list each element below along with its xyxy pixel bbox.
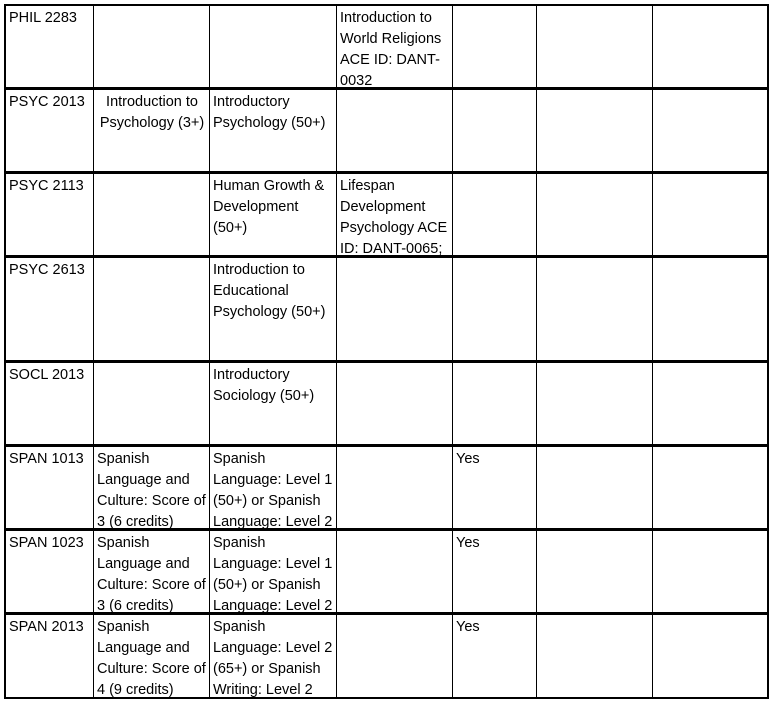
ap-exam-cell <box>94 363 210 444</box>
column-7-cell <box>653 447 767 528</box>
table-row <box>6 258 767 363</box>
ap-exam-cell <box>94 6 210 87</box>
clep-exam-cell: Introductory Psychology (50+) <box>210 90 337 171</box>
column-5-cell: Yes <box>453 447 537 528</box>
ap-exam-cell: Spanish Language and Culture: Score of 3 (6 credits) <box>94 447 210 528</box>
column-5-cell <box>453 174 537 255</box>
dsst-exam-cell <box>337 447 453 528</box>
column-5-cell <box>453 6 537 87</box>
ap-exam-cell: Introduction to Psychology (3+) <box>94 90 210 171</box>
column-6-cell <box>537 615 653 697</box>
column-6-cell <box>537 363 653 444</box>
column-6-cell <box>537 174 653 255</box>
column-6-cell <box>537 531 653 612</box>
column-7-cell <box>653 363 767 444</box>
table-row <box>6 447 767 531</box>
clep-exam-cell: Spanish Language: Level 1 (50+) or Spanish Language: Level 2 <box>210 447 337 528</box>
ap-exam-cell: Spanish Language and Culture: Score of 4 (9 credits) <box>94 615 210 697</box>
dsst-exam-cell <box>337 90 453 171</box>
column-5-cell <box>453 258 537 360</box>
clep-exam-cell <box>210 6 337 87</box>
dsst-exam-cell <box>337 531 453 612</box>
column-5-cell: Yes <box>453 531 537 612</box>
column-5-cell <box>453 363 537 444</box>
course-code-cell: PSYC 2613 <box>6 258 94 360</box>
column-6-cell <box>537 90 653 171</box>
table-row <box>6 90 767 174</box>
column-5-cell <box>453 90 537 171</box>
dsst-exam-cell <box>337 615 453 697</box>
clep-exam-cell: Introductory Sociology (50+) <box>210 363 337 444</box>
column-6-cell <box>537 447 653 528</box>
column-7-cell <box>653 90 767 171</box>
dsst-exam-cell: Introduction to World Religions ACE ID: DANT-0032 <box>337 6 453 87</box>
table-row <box>6 363 767 447</box>
course-code-cell: PHIL 2283 <box>6 6 94 87</box>
table-row <box>6 6 767 90</box>
clep-exam-cell: Introduction to Educational Psychology (50+) <box>210 258 337 360</box>
course-code-cell: SPAN 1023 <box>6 531 94 612</box>
dsst-exam-cell <box>337 363 453 444</box>
ap-exam-cell <box>94 174 210 255</box>
course-code-cell: SPAN 2013 <box>6 615 94 697</box>
course-code-cell: SPAN 1013 <box>6 447 94 528</box>
column-6-cell <box>537 258 653 360</box>
column-7-cell <box>653 615 767 697</box>
clep-exam-cell: Spanish Language: Level 2 (65+) or Spanish Writing: Level 2 <box>210 615 337 697</box>
column-7-cell <box>653 174 767 255</box>
dsst-exam-cell <box>337 258 453 360</box>
column-6-cell <box>537 6 653 87</box>
column-7-cell <box>653 258 767 360</box>
table-row <box>6 531 767 615</box>
clep-exam-cell: Human Growth & Development (50+) <box>210 174 337 255</box>
course-code-cell: PSYC 2013 <box>6 90 94 171</box>
course-code-cell: SOCL 2013 <box>6 363 94 444</box>
dsst-exam-cell: Lifespan Development Psychology ACE ID: DANT-0065; <box>337 174 453 255</box>
course-equivalency-table <box>4 4 769 699</box>
ap-exam-cell <box>94 258 210 360</box>
column-7-cell <box>653 531 767 612</box>
column-5-cell: Yes <box>453 615 537 697</box>
clep-exam-cell: Spanish Language: Level 1 (50+) or Spanish Language: Level 2 <box>210 531 337 612</box>
table-row <box>6 174 767 258</box>
column-7-cell <box>653 6 767 87</box>
course-code-cell: PSYC 2113 <box>6 174 94 255</box>
table-row <box>6 615 767 697</box>
ap-exam-cell: Spanish Language and Culture: Score of 3 (6 credits) <box>94 531 210 612</box>
